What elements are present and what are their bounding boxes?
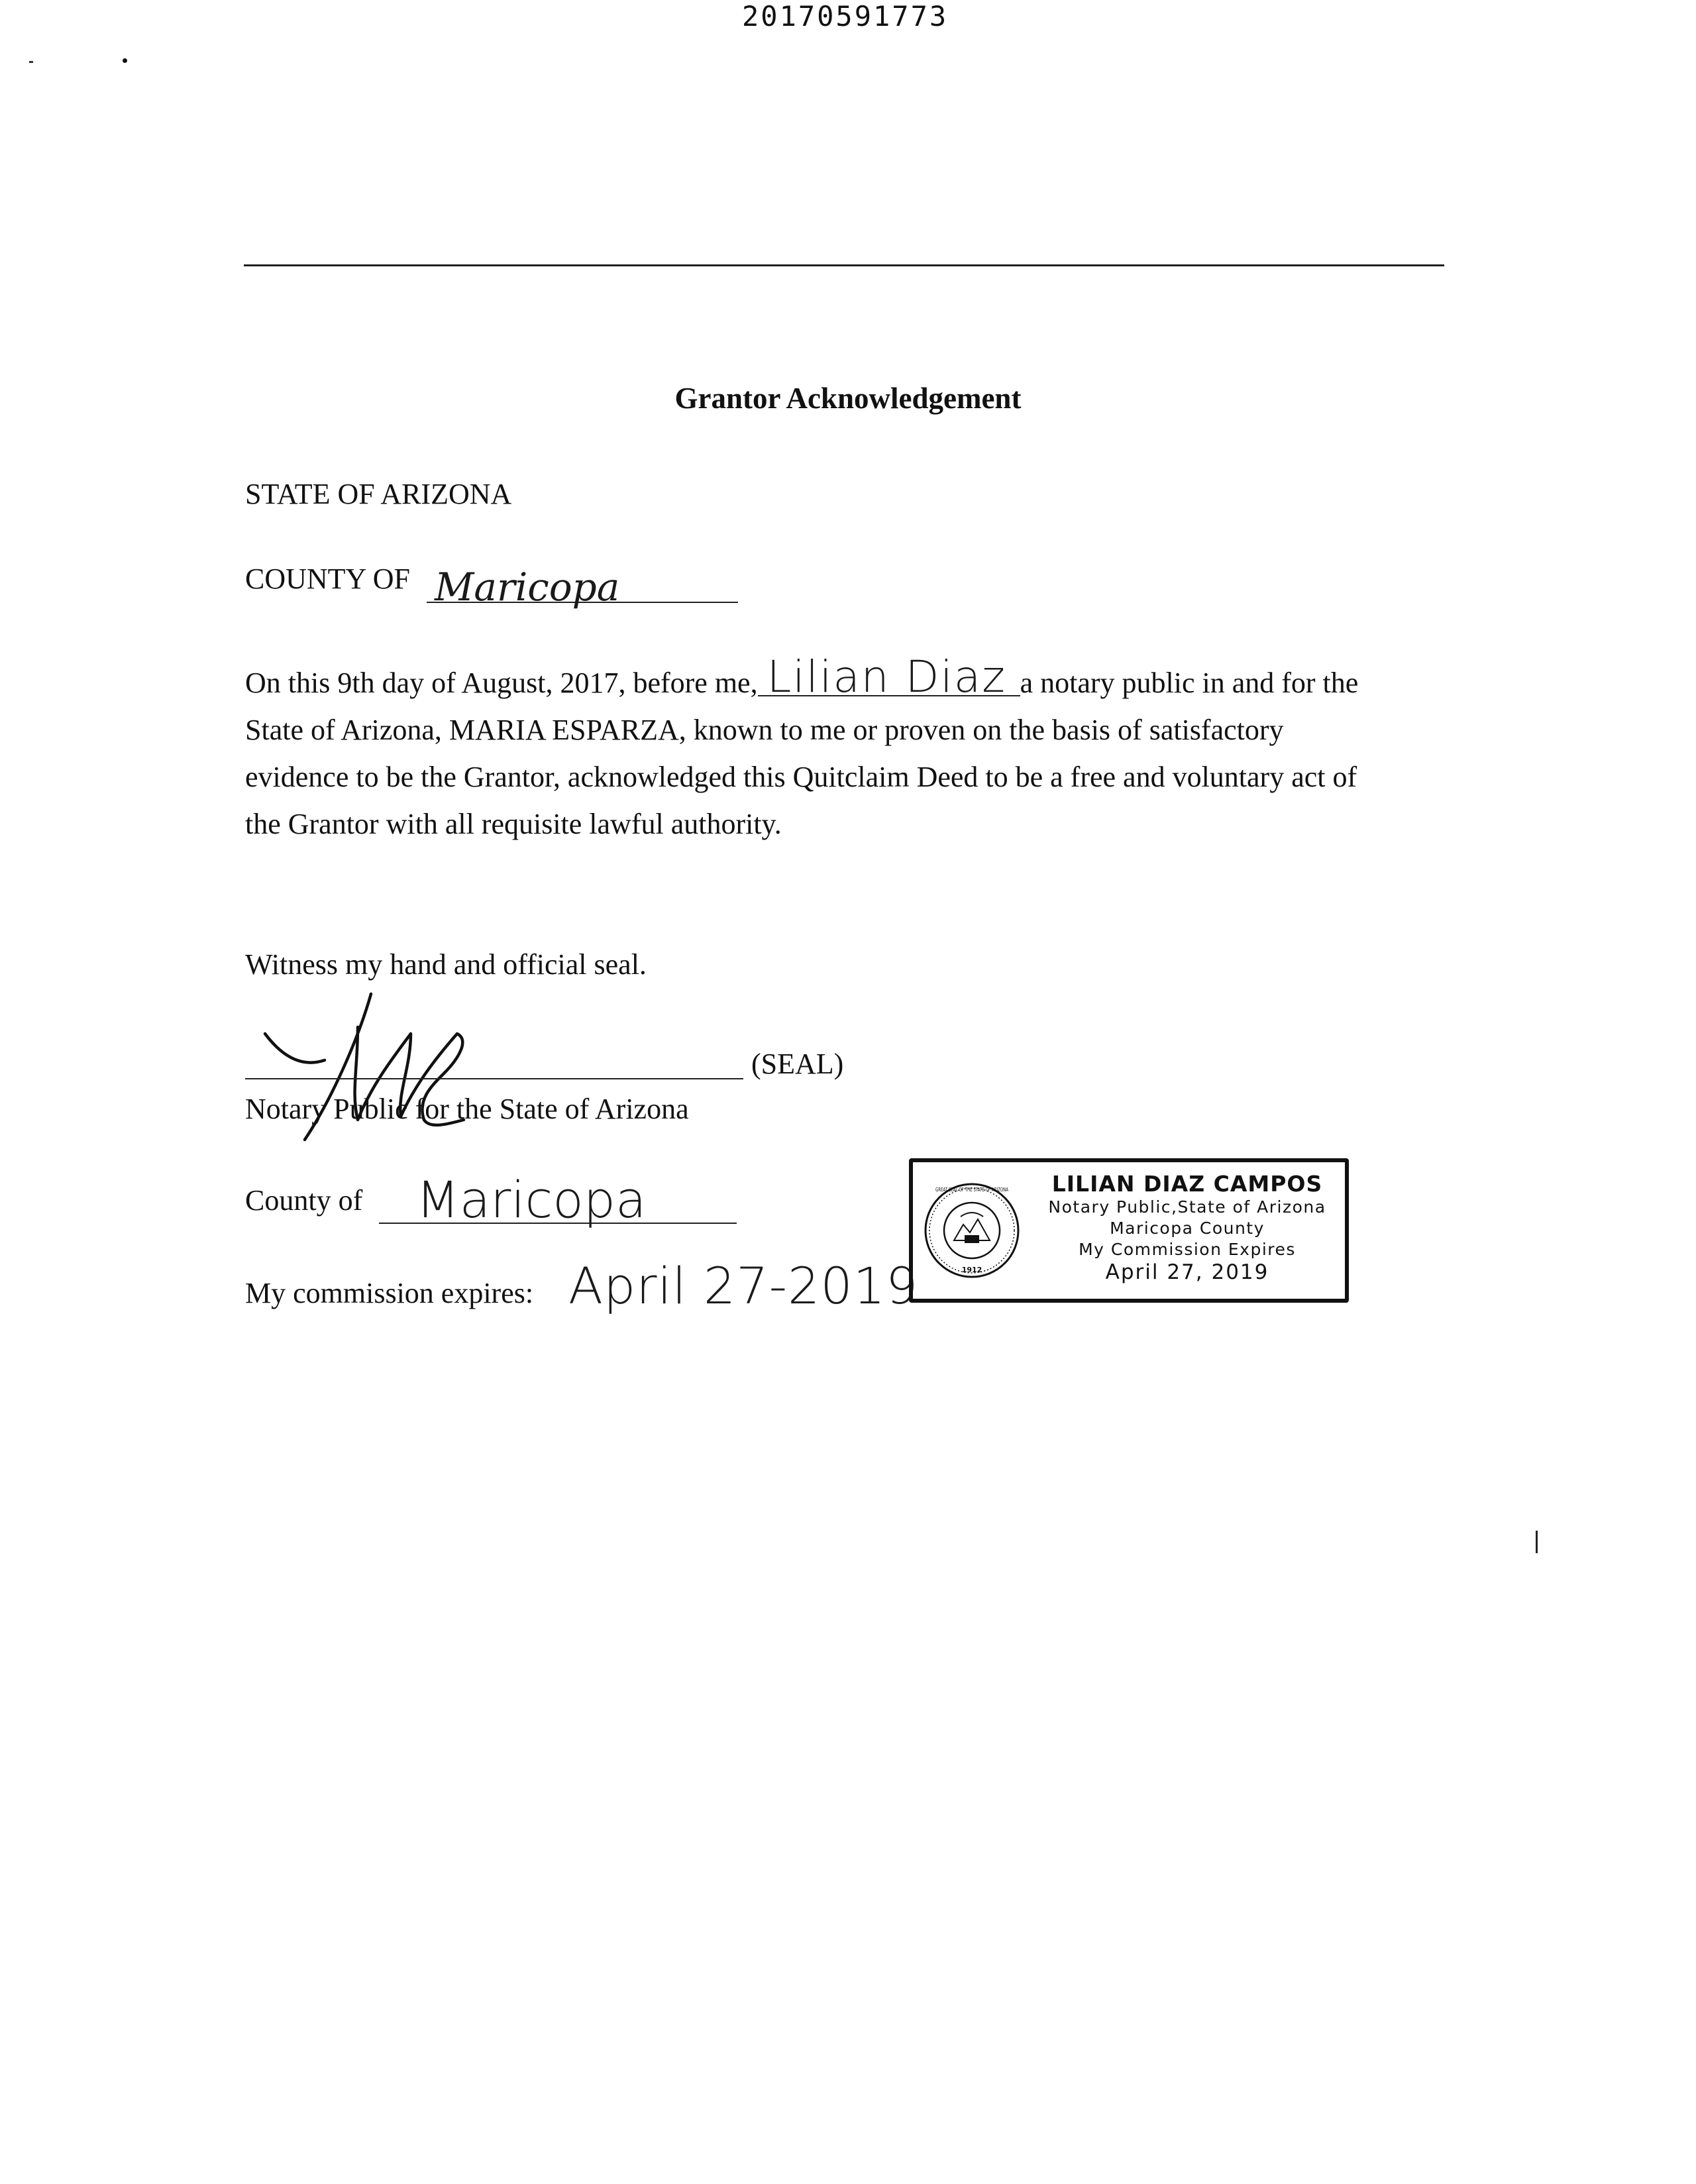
scan-dot (123, 58, 127, 63)
seal-year: 1912 (961, 1266, 982, 1274)
stamp-line-notary-public: Notary Public,State of Arizona (1048, 1197, 1326, 1217)
notary-name-handwritten: Lilian Diaz (767, 651, 1006, 702)
state-heading: STATE OF ARIZONA (245, 478, 512, 510)
witness-statement: Witness my hand and official seal. (245, 948, 647, 981)
top-rule-divider (244, 264, 1444, 266)
page-title: Grantor Acknowledgement (674, 382, 1022, 415)
paragraph-line-1-end: a notary public in and for the (1020, 667, 1359, 699)
scan-speck (29, 61, 33, 63)
seal-ring-text: GREAT SEAL OF THE STATE OF ARIZONA (935, 1187, 1009, 1193)
document-number: 20170591773 (742, 0, 949, 32)
paragraph-line-2: State of Arizona, MARIA ESPARZA, known to me or proven on the basis of satisfactory (245, 714, 1284, 746)
arizona-state-seal-icon (922, 1169, 1022, 1292)
notary-public-label: Notary Public for the State of Arizona (245, 1093, 689, 1125)
seal-label: (SEAL) (751, 1048, 844, 1080)
paragraph-line-1 (245, 651, 1458, 706)
signature-county-handwritten: Maricopa (416, 1170, 647, 1229)
paragraph-line-4: the Grantor with all requisite lawful authority. (245, 808, 782, 840)
notary-stamp (909, 1158, 1349, 1303)
commission-expires-label: My commission expires: (245, 1277, 534, 1309)
notary-name-field (758, 651, 1020, 702)
stamp-notary-name: LILIAN DIAZ CAMPOS (1051, 1171, 1323, 1197)
signature-line (245, 1078, 743, 1079)
paragraph-line-1-start: On this 9th day of August, 2017, before me, (245, 667, 758, 699)
signature-county-label: County of (245, 1184, 363, 1217)
commission-expires-handwritten: April 27-2019 (568, 1256, 919, 1315)
acknowledgement-paragraph (245, 651, 1458, 847)
county-handwritten: Maricopa (435, 565, 620, 610)
stamp-line-county: Maricopa County (1110, 1219, 1265, 1238)
county-label: COUNTY OF (245, 563, 410, 595)
stamp-expiry-date: April 27, 2019 (1105, 1260, 1269, 1284)
stamp-text-block (1030, 1172, 1345, 1284)
stamp-line-commission: My Commission Expires (1079, 1240, 1296, 1259)
paragraph-line-3: evidence to be the Grantor, acknowledged this Quitclaim Deed to be a free and voluntary act of (245, 761, 1357, 793)
margin-mark (1536, 1531, 1538, 1553)
